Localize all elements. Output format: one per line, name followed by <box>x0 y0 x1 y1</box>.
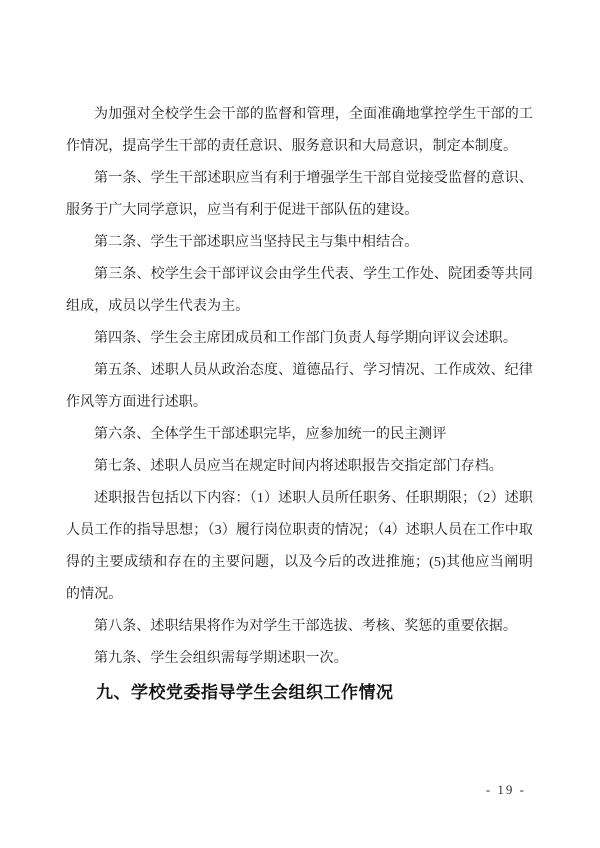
paragraph-article-1: 第一条、学生干部述职应当有利于增强学生干部自觉接受监督的意识、服务于广大同学意识，应当有利于促进干部队伍的建设。 <box>66 171 533 218</box>
page-number: - 19 - <box>485 782 526 797</box>
paragraph-intro: 为加强对全校学生会干部的监督和管理，全面准确地掌控学生干部的工作情况，提高学生干部的责任意识、服务意识和大局意识，制定本制度。 <box>66 107 533 154</box>
paragraph-article-9: 第九条、学生会组织需每学期述职一次。 <box>94 651 348 666</box>
section-heading: 九、学校党委指导学生会组织工作情况 <box>96 683 394 702</box>
paragraph-article-5: 第五条、述职人员从政治态度、道德品行、学习情况、工作成效、纪律作风等方面进行述职。 <box>66 363 533 410</box>
paragraph-article-8: 第八条、述职结果将作为对学生干部选拔、考核、奖惩的重要依据。 <box>94 619 517 634</box>
document-body <box>66 99 533 709</box>
paragraph-article-6: 第六条、全体学生干部述职完毕，应参加统一的民主测评 <box>94 427 447 442</box>
paragraph-article-7: 第七条、述职人员应当在规定时间内将述职报告交指定部门存档。 <box>94 459 503 474</box>
paragraph-article-2: 第二条、学生干部述职应当坚持民主与集中相结合。 <box>94 235 419 250</box>
paragraph-article-4: 第四条、学生会主席团成员和工作部门负责人每学期向评议会述职。 <box>94 331 517 346</box>
paragraph-report-contents: 述职报告包括以下内容：（1）述职人员所任职务、任职期限；（2）述职人员工作的指导思想；（3）履行岗位职责的情况；（4）述职人员在工作中取得的主要成绩和存在的主要问题，以及今后的改进推施；(5)其他应当阐明的情况。 <box>66 491 533 602</box>
paragraph-article-3: 第三条、校学生会干部评议会由学生代表、学生工作处、院团委等共同组成，成员以学生代表为主。 <box>66 267 533 314</box>
